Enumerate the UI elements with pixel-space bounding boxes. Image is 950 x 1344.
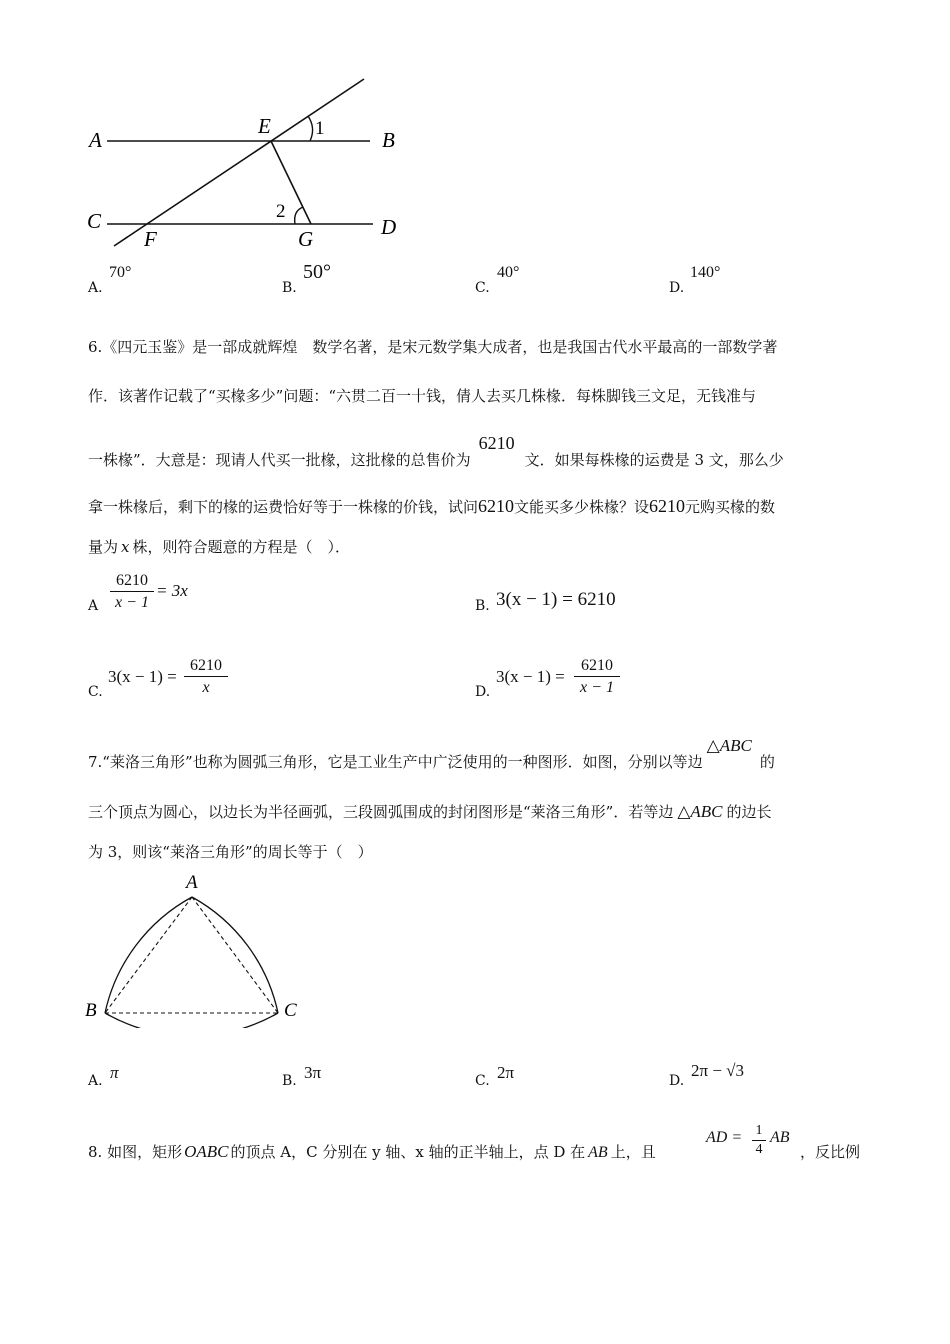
q5-figure [80,70,420,255]
q8-rect-name: OABC [184,1142,229,1161]
q6-option-a-label: A [88,598,99,614]
label-A: A [186,872,198,893]
label-A: A [89,128,102,152]
q6-option-b-label: B. [475,598,490,614]
label-E: E [258,114,271,138]
q5-option-d-label: D. [669,280,685,296]
q7-option-c-label: C. [475,1073,490,1089]
q7-line-2: 三个顶点为圆心，以边长为半径画弧，三段圆弧围成的封闭图形是“莱洛三角形”．若等边 △ABC 的边长 [88,802,772,821]
q8-fraction: 1 4 [752,1123,766,1158]
q5-option-c-value: 40° [497,264,520,281]
transversal-line [114,79,364,246]
q8-line-1-end: ，反比例 [800,1143,861,1161]
dashed-ac [192,897,278,1013]
q6-line-4: 拿一株椽后，剩下的椽的运费恰好等于一株椽的价钱，试问6210文能买多少株椽？设6210元购买椽的数 [88,496,776,516]
q8-segment-ab: AB [588,1144,608,1161]
angle-2-arc [295,207,303,224]
q5-option-a-label: A. [88,280,103,296]
label-angle-2: 2 [276,201,286,222]
q6-option-d-lhs: 3(x − 1) = [496,667,565,686]
q8-line-1: 8. 如图，矩形 OABC 的顶点 A，C 分别在 y 轴、x 轴的正半轴上，点 D 在 AB 上，且 [88,1142,656,1161]
q5-option-a-value: 70° [109,264,132,281]
label-C: C [87,209,102,233]
q5-option-b-value: 50° [303,261,331,283]
q6-line-3: 一株椽”．大意是：现请人代买一批椽，这批椽的总售价为6210文．如果每株椽的运费是 3 文，那么少 [88,433,784,469]
q6-var-x: x [121,538,130,556]
q5-option-b-label: B. [282,280,297,296]
label-D: D [381,215,397,239]
dashed-ab [105,897,192,1013]
q8-eq-lhs: AD = [706,1129,743,1146]
q7-triangle-inline: △ABC [677,802,723,821]
label-B: B [85,1000,97,1021]
label-B: B [382,128,395,152]
q6-option-c-label: C. [88,684,103,700]
q7-option-a-label: A. [88,1073,103,1089]
label-F: F [144,227,157,251]
arc-bc [105,1013,278,1028]
q7-triangle-raised: △ABC [706,736,752,755]
q6-price-inline-1: 6210 [478,496,515,516]
q6-option-c-fraction: 6210 x [184,656,228,697]
q7-option-d-label: D. [669,1073,685,1089]
q5-option-c-label: C. [475,280,490,296]
label-G: G [298,227,314,251]
q6-option-d-label: D. [475,684,491,700]
q6-option-c-lhs: 3(x − 1) = [108,667,177,686]
q8-eq-rhs: AB [770,1129,790,1146]
label-angle-1: 1 [315,118,325,139]
q7-option-c-value: 2π [497,1063,515,1082]
q6-price-inline-2: 6210 [649,496,686,516]
label-C: C [284,1000,297,1021]
q5-option-d-value: 140° [690,264,721,281]
q6-price-raised: 6210 [478,433,515,453]
q7-option-d-value: 2π − √3 [691,1061,745,1080]
q7-option-a-value: π [110,1063,119,1082]
q6-option-a-rhs: = 3x [156,581,188,600]
angle-1-arc [308,116,313,141]
q6-option-d-fraction: 6210 x − 1 [574,656,620,697]
q6-line-2: 作．该著作记载了“买椽多少”问题：“六贯二百一十钱，倩人去买几株椽．每株脚钱三文足，无钱准与 [88,387,757,405]
q6-line-1: 6.《四元玉鉴》是一部成就辉煌 数学名著，是宋元数学集大成者，也是我国古代水平最高的一部数学著 [88,338,778,356]
q7-option-b-label: B. [282,1073,297,1089]
q6-line-5: 量为 x 株，则符合题意的方程是（ ）． [88,538,350,556]
q7-figure [80,868,310,1028]
q6-option-b-expr: 3(x − 1) = 6210 [496,589,616,610]
q7-line-1: 7.“莱洛三角形”也称为圆弧三角形，它是工业生产中广泛使用的一种图形．如图，分别以等边△ABC的 [88,736,775,771]
q7-option-b-value: 3π [304,1063,322,1082]
q6-option-a-fraction: 6210 x − 1 [110,571,154,612]
q7-line-3: 为 3，则该“莱洛三角形”的周长等于（ ） [88,843,373,861]
